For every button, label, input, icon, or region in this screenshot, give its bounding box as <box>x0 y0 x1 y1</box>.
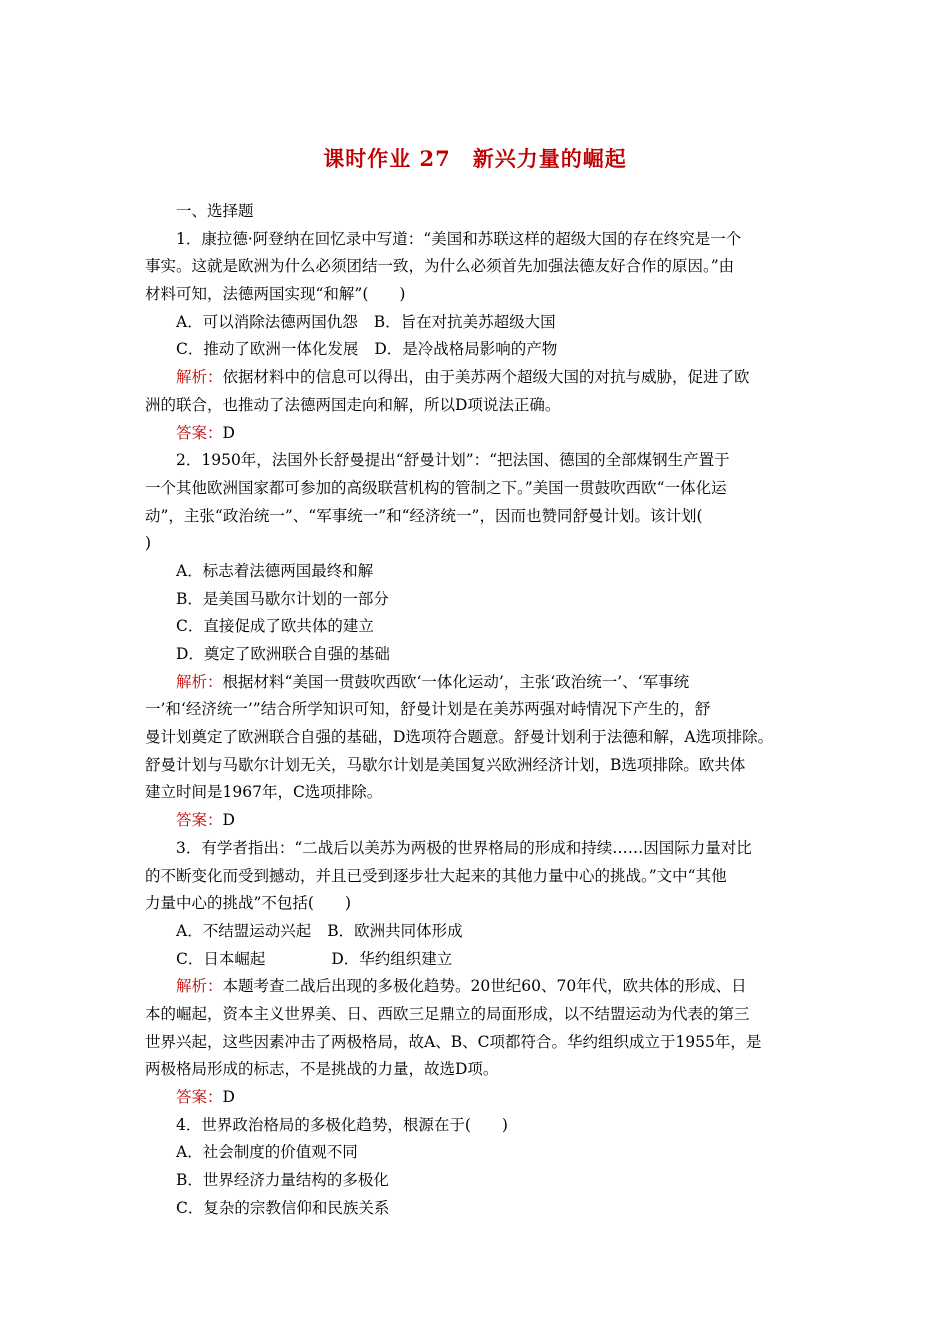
analysis-label: 解析： <box>176 672 223 691</box>
question-stem-line: 力量中心的挑战”不包括( ) <box>145 894 352 913</box>
analysis-line: 洲的联合，也推动了法德两国走向和解，所以D项说法正确。 <box>145 395 561 414</box>
question-3 <box>145 835 810 1112</box>
answer-label: 答案： <box>176 1088 223 1106</box>
option-row <box>145 336 810 364</box>
analysis-label: 解析： <box>176 368 223 387</box>
page-title: 课时作业 27 新兴力量的崛起 <box>323 146 627 171</box>
document-body <box>145 198 810 1222</box>
analysis-line: 建立时间是1967年，C选项排除。 <box>145 783 383 802</box>
question-stem-line: 一个其他欧洲国家都可参加的高级联营机构的管制之下。”美国一贯鼓吹西欧“一体化运 <box>145 478 727 497</box>
option-c: C．复杂的宗教信仰和民族关系 <box>176 1198 390 1217</box>
analysis-line: 世界兴起，这些因素冲击了两极格局，故A、B、C项都符合。华约组织成立于1955年，是 <box>145 1032 762 1051</box>
analysis-line: 本的崛起，资本主义世界美、日、西欧三足鼎立的局面形成，以不结盟运动为代表的第三 <box>145 1004 750 1023</box>
option-d: D．奠定了欧洲联合自强的基础 <box>176 645 390 663</box>
analysis-text: 本题考查二战后出现的多极化趋势。20世纪60、70年代，欧共体的形成、日 <box>222 977 747 996</box>
analysis-line: 曼计划奠定了欧洲联合自强的基础，D选项符合题意。舒曼计划利于法德和解，A选项排除。 <box>145 728 774 747</box>
answer-label: 答案： <box>176 423 223 442</box>
question-stem-line: 2．1950年，法国外长舒曼提出“舒曼计划”：“把法国、德国的全部煤钢生产置于 <box>176 451 730 470</box>
option-c: C．直接促成了欧共体的建立 <box>176 617 374 636</box>
option-d: D．华约组织建立 <box>331 949 453 968</box>
question-stem-line: 事实。这就是欧洲为什么必须团结一致，为什么必须首先加强法德友好合作的原因。”由 <box>145 257 735 276</box>
answer-line <box>145 1084 810 1112</box>
option-a: A．社会制度的价值观不同 <box>176 1143 358 1162</box>
option-a: A．不结盟运动兴起 <box>176 921 312 940</box>
answer-label: 答案： <box>176 811 223 830</box>
question-stem-line: 材料可知，法德两国实现“和解”( ) <box>145 285 406 304</box>
analysis-text: 依据材料中的信息可以得出，由于美苏两个超级大国的对抗与威胁，促进了欧 <box>222 368 750 387</box>
option-row <box>145 946 810 974</box>
answer-line <box>145 420 810 448</box>
option-b: B．是美国马歇尔计划的一部分 <box>176 589 389 608</box>
question-1 <box>145 226 810 448</box>
question-stem-line: 1．康拉德·阿登纳在回忆录中写道：“美国和苏联这样的超级大国的存在终究是一个 <box>176 229 742 248</box>
option-d: D．是冷战格局影响的产物 <box>374 340 558 359</box>
option-c: C．推动了欧洲一体化发展 <box>176 340 359 359</box>
question-stem-line: 的不断变化而受到撼动，并且已受到逐步壮大起来的其他力量中心的挑战。”文中“其他 <box>145 866 727 885</box>
analysis-line: 一’和‘经济统一’”结合所学知识可知，舒曼计划是在美苏两强对峙情况下产生的，舒 <box>145 700 711 719</box>
question-stem-line: ) <box>145 534 152 553</box>
option-row <box>145 309 810 337</box>
option-c: C．日本崛起 <box>176 949 266 968</box>
question-2 <box>145 447 810 835</box>
answer-value: D <box>222 1088 235 1106</box>
question-stem-line: 4．世界政治格局的多极化趋势，根源在于( ) <box>176 1115 508 1134</box>
option-row <box>145 918 810 946</box>
answer-value: D <box>222 423 235 442</box>
analysis-text: 根据材料“美国一贯鼓吹西欧‘一体化运动’，主张‘政治统一’、‘军事统 <box>222 672 690 691</box>
analysis-line <box>145 364 810 392</box>
section-heading: 一、选择题 <box>176 202 254 220</box>
question-4 <box>145 1112 810 1223</box>
analysis-line: 舒曼计划与马歇尔计划无关，马歇尔计划是美国复兴欧洲经济计划，B选项排除。欧共体 <box>145 755 746 774</box>
answer-line <box>145 807 810 835</box>
option-a: A．标志着法德两国最终和解 <box>176 561 374 580</box>
analysis-line <box>145 973 810 1001</box>
question-stem-line: 3．有学者指出：“二战后以美苏为两极的世界格局的形成和持续……因国际力量对比 <box>176 838 752 857</box>
option-b: B．欧洲共同体形成 <box>327 921 463 940</box>
option-b: B．旨在对抗美苏超级大国 <box>373 312 556 331</box>
answer-value: D <box>222 811 235 830</box>
analysis-label: 解析： <box>176 977 223 996</box>
option-b: B．世界经济力量结构的多极化 <box>176 1171 389 1190</box>
analysis-line <box>145 669 810 697</box>
analysis-line: 两极格局形成的标志，不是挑战的力量，故选D项。 <box>145 1060 499 1079</box>
question-stem-line: 动”，主张“政治统一”、“军事统一”和“经济统一”，因而也赞同舒曼计划。该计划( <box>145 506 703 525</box>
option-a: A．可以消除法德两国仇怨 <box>176 312 358 331</box>
